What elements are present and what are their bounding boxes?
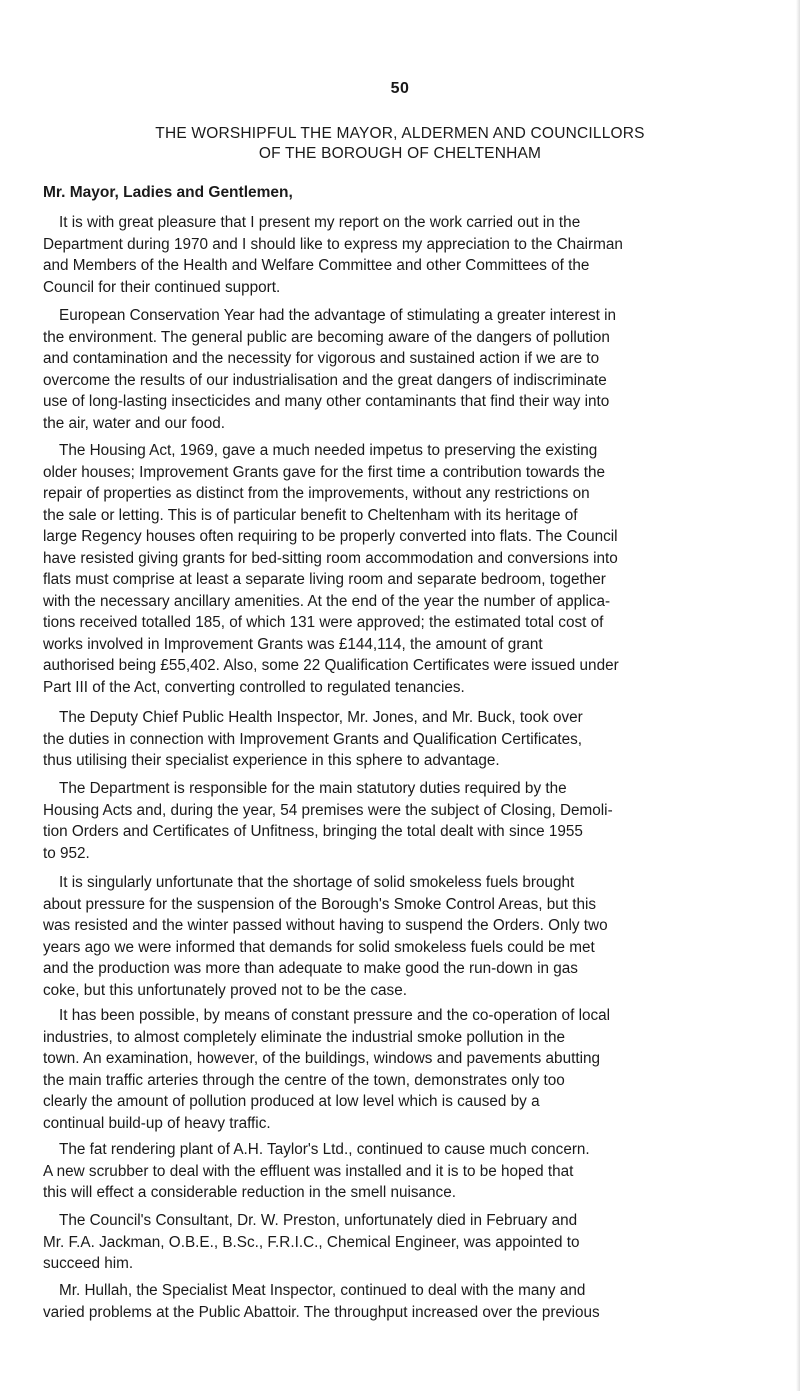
paragraph bbox=[43, 212, 783, 298]
text-line: older houses; Improvement Grants gave for the first time a contribution towards the bbox=[43, 463, 606, 481]
text-line: The Deputy Chief Public Health Inspector, Mr. Jones, and Mr. Buck, took over bbox=[59, 709, 583, 726]
text-line: Mr. Hullah, the Specialist Meat Inspector, continued to deal with the many and bbox=[59, 1282, 586, 1299]
page-edge-shadow bbox=[796, 0, 800, 1391]
text-line: town. An examination, however, of the buildings, windows and pavements abutting bbox=[43, 1050, 600, 1067]
text-line: about pressure for the suspension of the Borough's Smoke Control Areas, but this bbox=[43, 895, 597, 913]
text-line: tions received totalled 185, of which 131 were approved; the estimated total cost of bbox=[43, 614, 604, 631]
text-line: The Department is responsible for the main statutory duties required by the bbox=[59, 780, 567, 797]
text-line: thus utilising their specialist experience in this sphere to advantage. bbox=[43, 752, 500, 769]
text-line: Housing Acts and, during the year, 54 premises were the subject of Closing, Demoli- bbox=[43, 801, 613, 819]
paragraph bbox=[43, 1139, 783, 1204]
text-line: repair of properties as distinct from the improvements, without any restrictions on bbox=[43, 485, 590, 502]
paragraph bbox=[43, 305, 783, 434]
text-line: industries, to almost completely eliminate the industrial smoke pollution in the bbox=[43, 1028, 566, 1046]
text-line: flats must comprise at least a separate living room and separate bedroom, together bbox=[43, 571, 606, 588]
paragraph bbox=[43, 872, 783, 1001]
paragraph bbox=[43, 440, 783, 698]
text-line: years ago we were informed that demands for solid smokeless fuels could be met bbox=[43, 938, 595, 956]
page-number: 50 bbox=[390, 80, 410, 97]
heading-line: OF THE BOROUGH OF CHELTENHAM bbox=[258, 145, 542, 162]
text-line: use of long-lasting insecticides and many other contaminants that find their way into bbox=[43, 393, 610, 410]
text-line: with the necessary ancillary amenities. At the end of the year the number of applica- bbox=[43, 592, 611, 610]
text-line: continual build-up of heavy traffic. bbox=[43, 1114, 271, 1132]
text-line: It is singularly unfortunate that the shortage of solid smokeless fuels brought bbox=[59, 874, 575, 891]
text-line: Part III of the Act, converting controlled to regulated tenancies. bbox=[43, 678, 465, 696]
document-heading bbox=[40, 124, 760, 164]
text-line: works involved in Improvement Grants was £144,114, the amount of grant bbox=[43, 635, 543, 653]
paragraph bbox=[43, 1280, 783, 1323]
text-line: Mr. F.A. Jackman, O.B.E., B.Sc., F.R.I.C., Chemical Engineer, was appointed to bbox=[43, 1233, 580, 1251]
text-line: the main traffic arteries through the centre of the town, demonstrates only too bbox=[43, 1071, 565, 1089]
text-line: Council for their continued support. bbox=[43, 278, 281, 296]
text-line: The Housing Act, 1969, gave a much needed impetus to preserving the existing bbox=[59, 442, 598, 459]
text-line: Department during 1970 and I should like to express my appreciation to the Chairman bbox=[43, 235, 623, 253]
heading-line: THE WORSHIPFUL THE MAYOR, ALDERMEN AND COUNCILLORS bbox=[155, 125, 645, 142]
text-line: large Regency houses often requiring to be properly converted into flats. The Council bbox=[43, 528, 618, 545]
paragraph bbox=[43, 1005, 783, 1134]
text-line: The fat rendering plant of A.H. Taylor's Ltd., continued to cause much concern. bbox=[59, 1141, 590, 1158]
text-line: and Members of the Health and Welfare Committee and other Committees of the bbox=[43, 257, 590, 274]
text-line: the environment. The general public are becoming aware of the dangers of pollution bbox=[43, 328, 610, 346]
text-line: the sale or letting. This is of particular benefit to Cheltenham with its heritage of bbox=[43, 506, 578, 524]
text-line: varied problems at the Public Abattoir. The throughput increased over the previous bbox=[43, 1303, 600, 1321]
text-line: succeed him. bbox=[43, 1255, 134, 1272]
text-line: overcome the results of our industrialisation and the great dangers of indiscriminate bbox=[43, 371, 607, 389]
text-line: to 952. bbox=[43, 844, 90, 862]
text-line: tion Orders and Certificates of Unfitness, bringing the total dealt with since 1955 bbox=[43, 823, 583, 840]
text-line: clearly the amount of pollution produced at low level which is caused by a bbox=[43, 1093, 540, 1110]
text-line: was resisted and the winter passed without having to suspend the Orders. Only two bbox=[43, 917, 608, 934]
text-line: and the production was more than adequate to make good the run-down in gas bbox=[43, 960, 578, 977]
text-line: The Council's Consultant, Dr. W. Preston, unfortunately died in February and bbox=[59, 1212, 578, 1229]
text-line: A new scrubber to deal with the effluent was installed and it is to be hoped that bbox=[43, 1162, 574, 1180]
paragraph bbox=[43, 1210, 783, 1275]
paragraph bbox=[43, 707, 783, 772]
paragraph bbox=[43, 778, 783, 864]
text-line: have resisted giving grants for bed-sitting room accommodation and conversions into bbox=[43, 549, 618, 567]
text-line: It is with great pleasure that I present my report on the work carried out in the bbox=[59, 214, 581, 231]
text-line: and contamination and the necessity for vigorous and sustained action if we are to bbox=[43, 350, 600, 367]
text-line: the air, water and our food. bbox=[43, 414, 225, 432]
salutation: Mr. Mayor, Ladies and Gentlemen, bbox=[43, 184, 293, 201]
text-line: It has been possible, by means of constant pressure and the co-operation of local bbox=[59, 1007, 611, 1024]
text-line: coke, but this unfortunately proved not to be the case. bbox=[43, 981, 407, 999]
text-line: this will effect a considerable reduction in the smell nuisance. bbox=[43, 1184, 456, 1201]
text-line: the duties in connection with Improvement Grants and Qualification Certificates, bbox=[43, 730, 583, 748]
text-line: authorised being £55,402. Also, some 22 Qualification Certificates were issued under bbox=[43, 657, 619, 674]
text-line: European Conservation Year had the advantage of stimulating a greater interest in bbox=[59, 307, 617, 324]
